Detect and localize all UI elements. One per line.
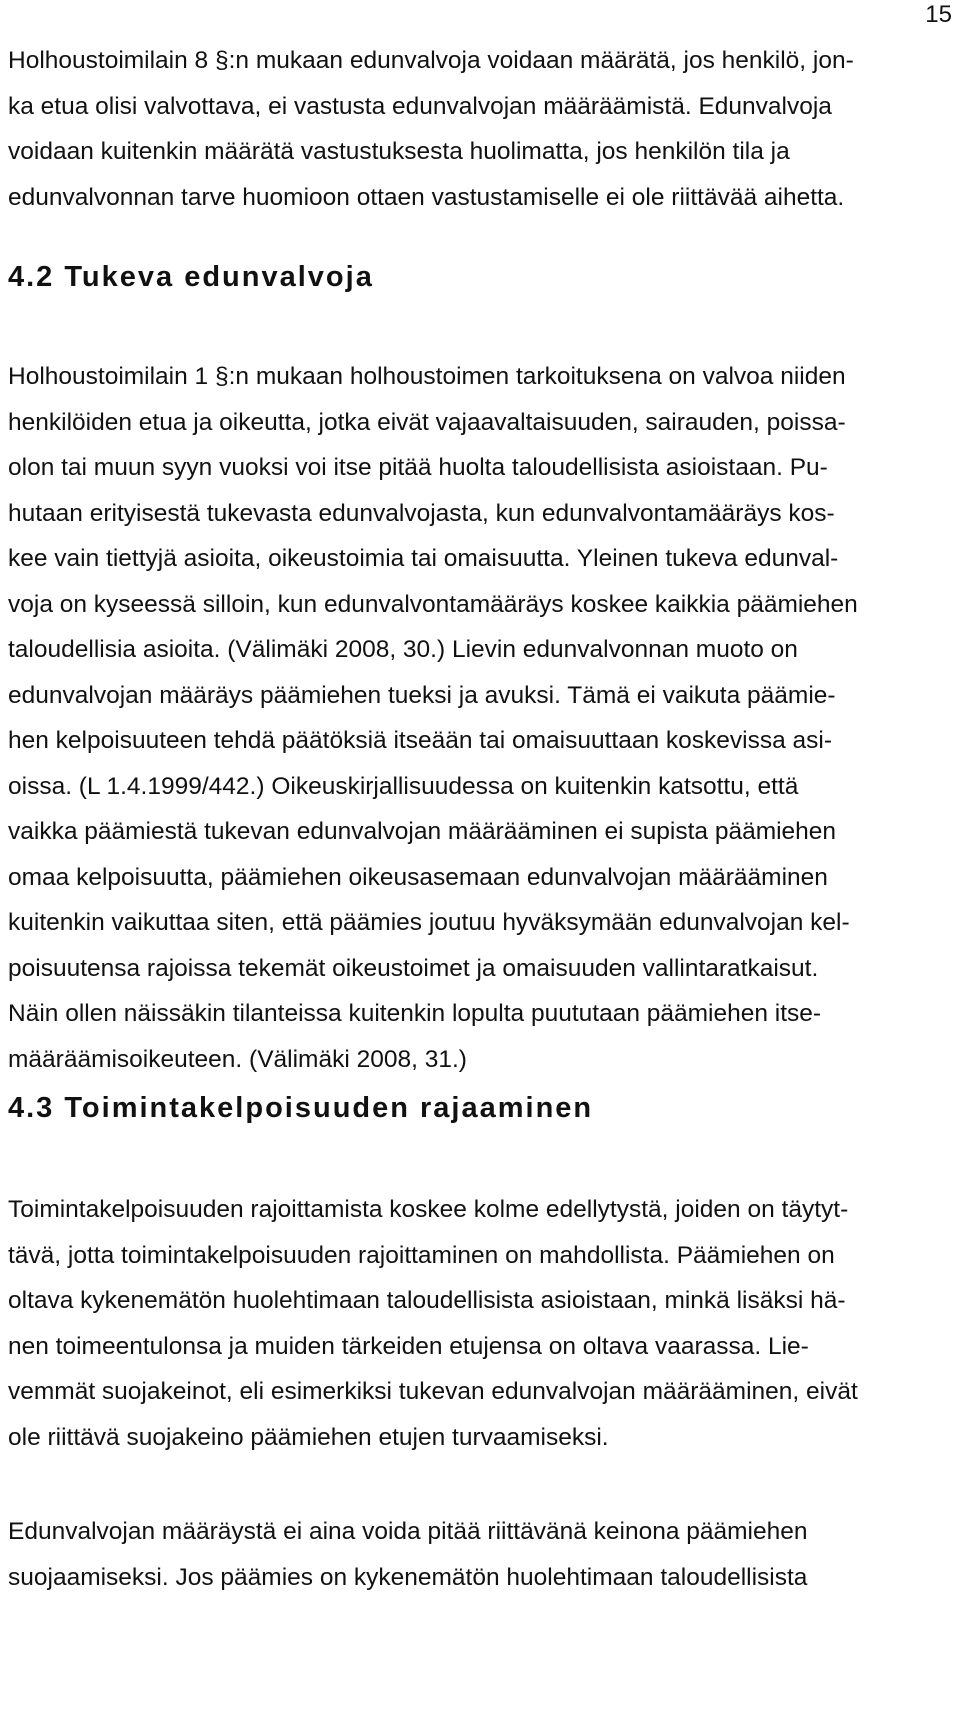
text-line: hen kelpoisuuteen tehdä päätöksiä itseään tai omaisuuttaan koskevissa asi-: [8, 727, 832, 754]
text-line: Toimintakelpoisuuden rajoittamista koskee kolme edellytystä, joiden on täytyt-: [8, 1196, 849, 1223]
paragraph-capacity-restriction: [8, 1187, 858, 1460]
text-line: edunvalvonnan tarve huomioon ottaen vastustamiselle ei ole riittävää aihetta.: [8, 183, 845, 211]
text-line: hutaan erityisestä tukevasta edunvalvojasta, kun edunvalvontamääräys kos-: [8, 499, 835, 527]
text-line: henkilöiden etua ja oikeutta, jotka eivät vajaavaltaisuuden, sairauden, poissa-: [8, 408, 846, 436]
text-line: määräämisoikeuteen. (Välimäki 2008, 31.): [8, 1045, 467, 1073]
text-line: olon tai muun syyn vuoksi voi itse pitää huolta taloudellisista asioistaan. Pu-: [8, 454, 828, 481]
text-line: kuitenkin vaikuttaa siten, että päämies joutuu hyväksymään edunvalvojan kel-: [8, 909, 850, 936]
page-number: 15: [925, 1, 952, 28]
paragraph-supportive-guardian: [8, 354, 858, 1082]
text-line: vaikka päämiestä tukevan edunvalvojan määrääminen ei supista päämiehen: [8, 818, 837, 845]
section-heading-4-3: 4.3 Toimintakelpoisuuden rajaaminen: [8, 1092, 594, 1124]
text-line: poisuutensa rajoissa tekemät oikeustoimet ja omaisuuden vallintaratkaisut.: [8, 954, 819, 982]
document-page: [8, 38, 952, 1591]
text-line: suojaamiseksi. Jos päämies on kykenemätön huolehtimaan taloudellisista: [8, 1563, 808, 1591]
text-line: nen toimeentulonsa ja muiden tärkeiden etujensa on oltava vaarassa. Lie-: [8, 1332, 809, 1360]
text-line: ole riittävä suojakeino päämiehen etujen turvaamiseksi.: [8, 1423, 609, 1451]
text-line: oissa. (L 1.4.1999/442.) Oikeuskirjallisuudessa on kuitenkin katsottu, että: [8, 772, 799, 800]
text-line: tävä, jotta toimintakelpoisuuden rajoittaminen on mahdollista. Päämiehen on: [8, 1241, 835, 1269]
text-line: voidaan kuitenkin määrätä vastustuksesta huolimatta, jos henkilön tila ja: [8, 138, 790, 165]
text-line: omaa kelpoisuutta, päämiehen oikeusasemaan edunvalvojan määrääminen: [8, 863, 828, 891]
paragraph-guardian-appointment: [8, 38, 952, 220]
paragraph-protection-means: [8, 1509, 808, 1600]
section-heading-4-2: 4.2 Tukeva edunvalvoja: [8, 261, 374, 293]
text-line: ka etua olisi valvottava, ei vastusta edunvalvojan määräämistä. Edunvalvoja: [8, 92, 832, 120]
text-line: edunvalvojan määräys päämiehen tueksi ja avuksi. Tämä ei vaikuta päämie-: [8, 681, 836, 709]
text-line: oltava kykenemätön huolehtimaan taloudellisista asioistaan, minkä lisäksi hä-: [8, 1287, 846, 1314]
text-line: kee vain tiettyjä asioita, oikeustoimia tai omaisuutta. Yleinen tukeva edunval-: [8, 545, 839, 572]
text-line: taloudellisia asioita. (Välimäki 2008, 30.) Lievin edunvalvonnan muoto on: [8, 636, 798, 663]
text-line: Holhoustoimilain 1 §:n mukaan holhoustoimen tarkoituksena on valvoa niiden: [8, 363, 846, 390]
text-line: Holhoustoimilain 8 §:n mukaan edunvalvoja voidaan määrätä, jos henkilö, jon-: [8, 47, 854, 74]
text-line: vemmät suojakeinot, eli esimerkiksi tukevan edunvalvojan määrääminen, eivät: [8, 1378, 858, 1405]
text-line: voja on kyseessä silloin, kun edunvalvontamääräys koskee kaikkia päämiehen: [8, 590, 858, 618]
text-line: Edunvalvojan määräystä ei aina voida pitää riittävänä keinona päämiehen: [8, 1518, 808, 1545]
text-line: Näin ollen näissäkin tilanteissa kuitenkin lopulta puututaan päämiehen itse-: [8, 1000, 822, 1027]
